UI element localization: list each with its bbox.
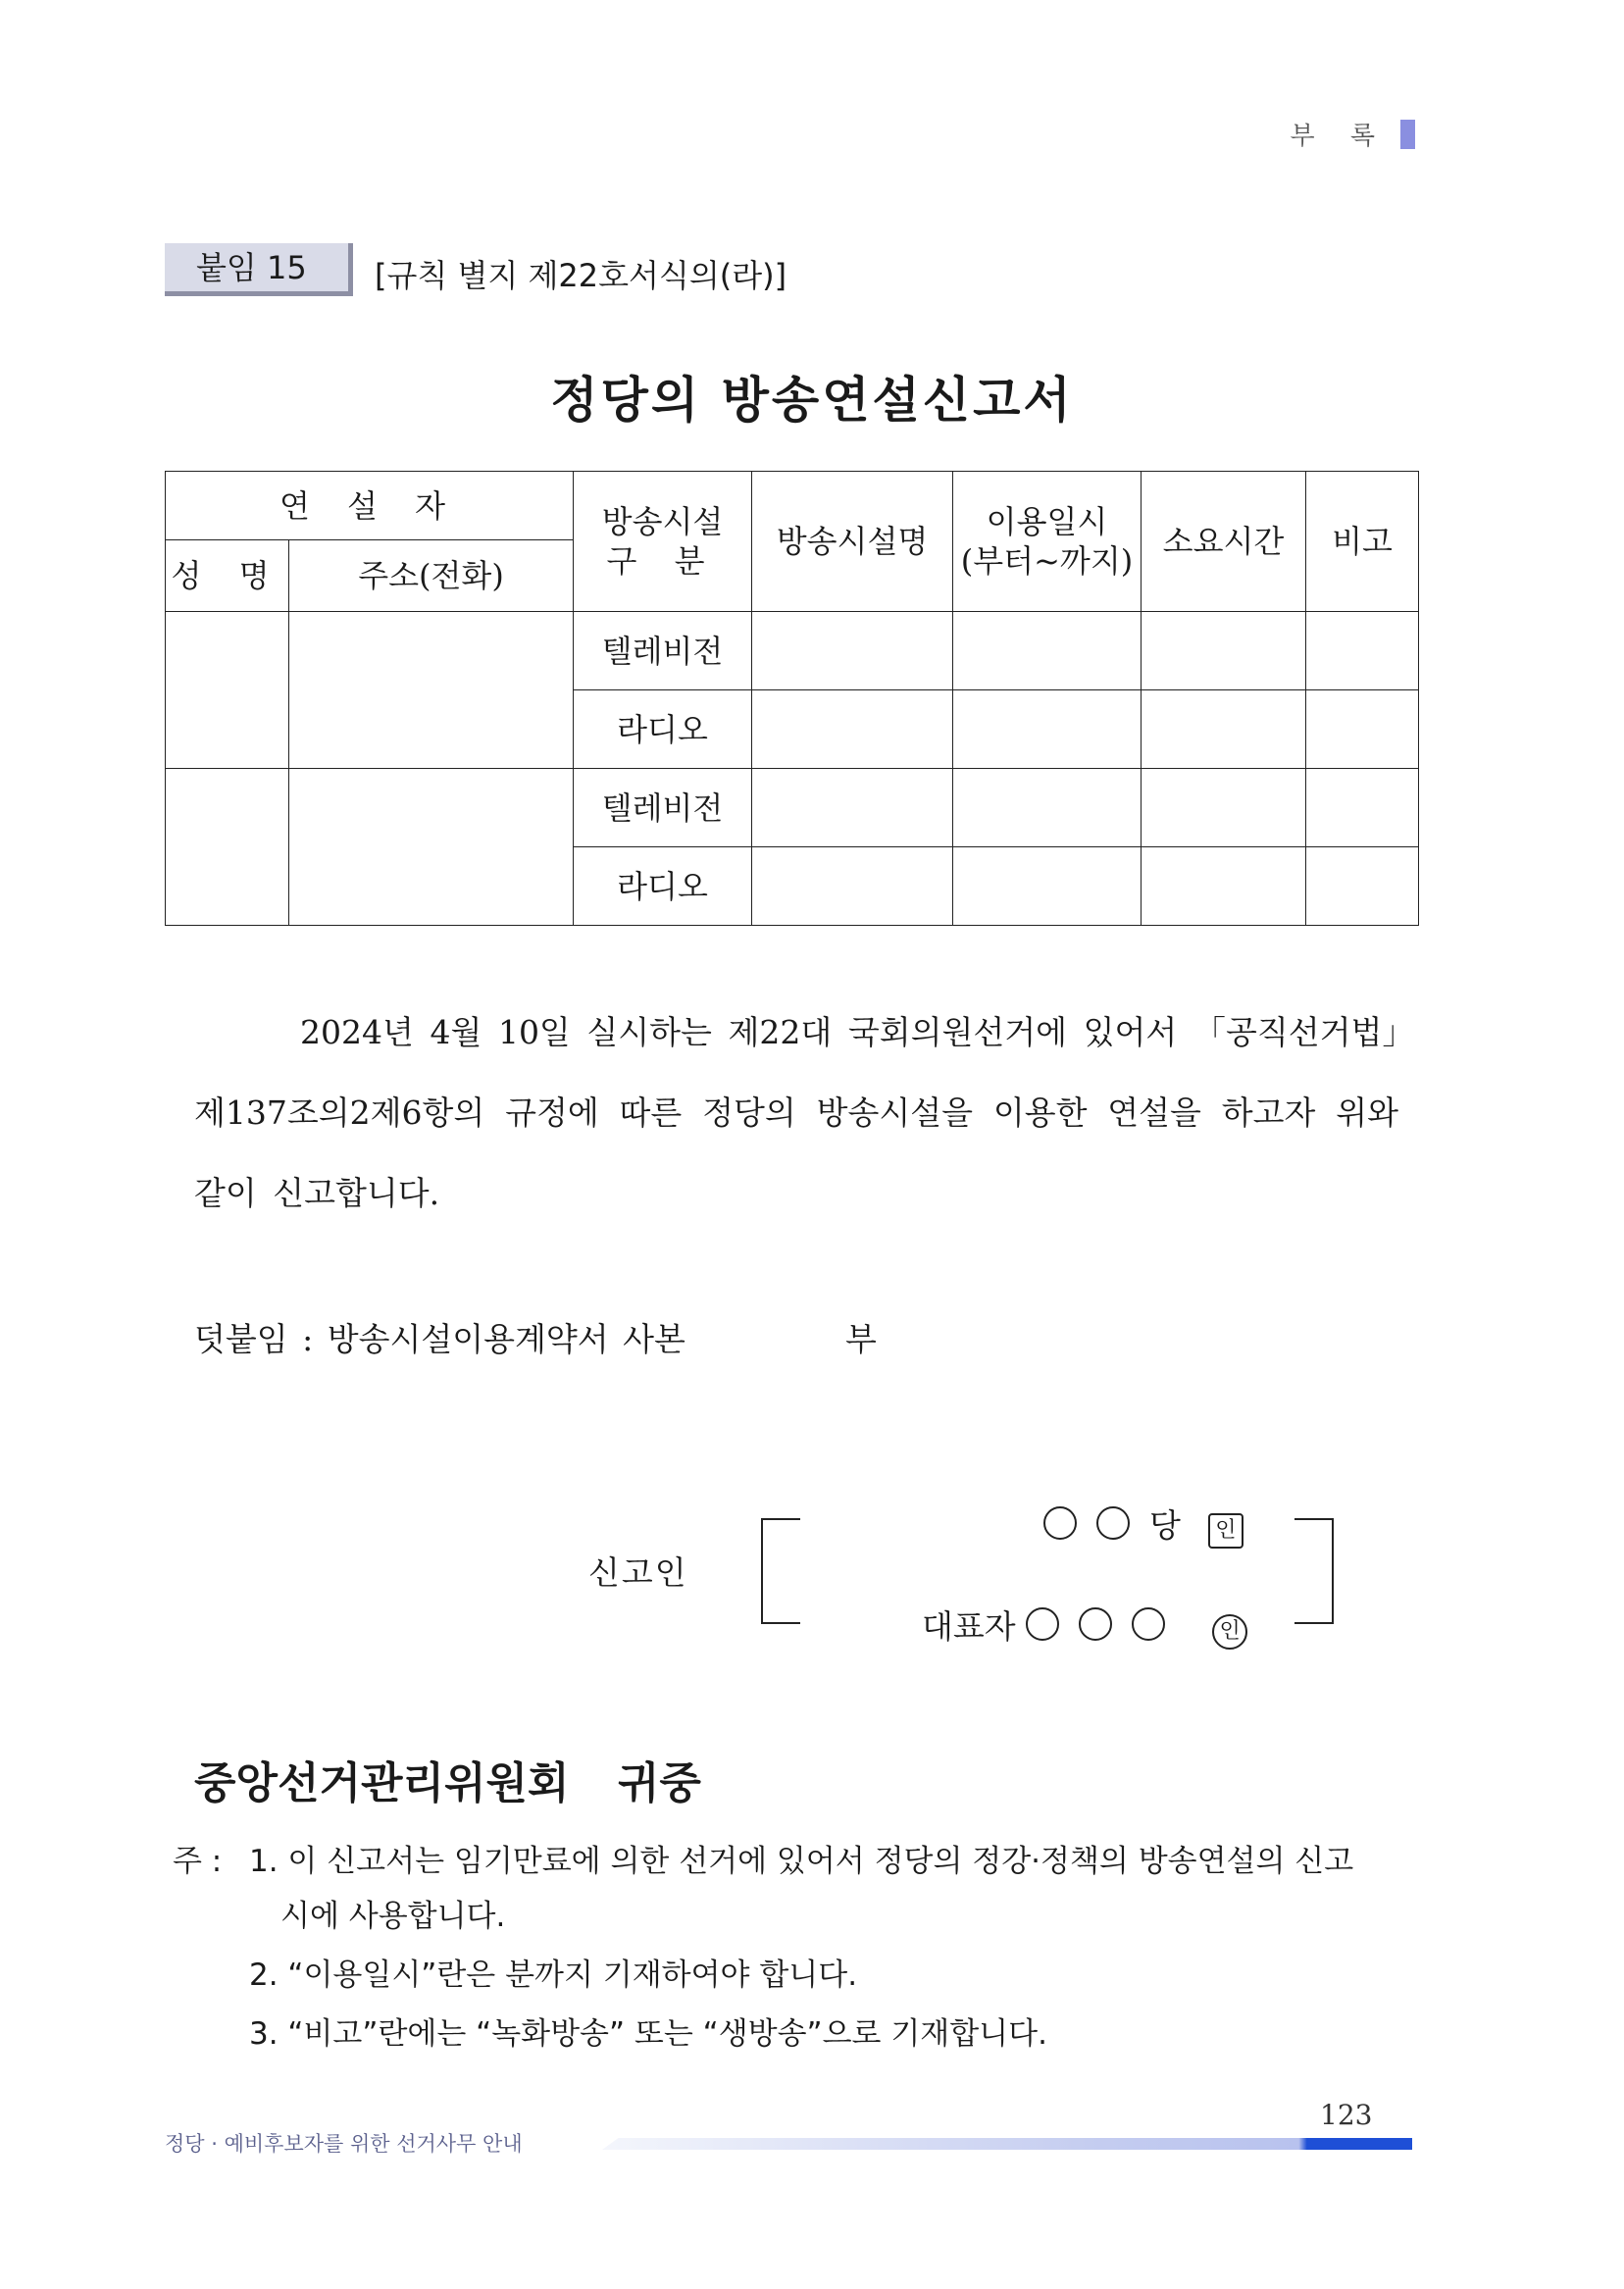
remarks-cell[interactable] bbox=[1306, 690, 1419, 769]
facility-type-cell: 텔레비전 bbox=[574, 769, 752, 847]
attachment-badge: 붙임 15 bbox=[165, 243, 353, 296]
seal-icon: 인 bbox=[1212, 1614, 1247, 1650]
document-title: 정당의 방송연설신고서 bbox=[550, 371, 1074, 429]
representative-line bbox=[922, 1602, 1247, 1650]
note-item-continuation: 시에 사용합니다. bbox=[280, 1899, 506, 1934]
usage-datetime-header-line2: (부터~까지) bbox=[960, 542, 1134, 580]
representative-label: 대표자 bbox=[922, 1607, 1016, 1646]
facility-name-cell[interactable] bbox=[752, 690, 953, 769]
note-item: 3. “비고”란에는 “녹화방송” 또는 “생방송”으로 기재합니다. bbox=[249, 2016, 1047, 2052]
blank-circle-icon bbox=[1132, 1607, 1165, 1641]
facility-type-header-line1: 방송시설 bbox=[601, 503, 724, 540]
facility-type-cell: 라디오 bbox=[574, 690, 752, 769]
remarks-cell[interactable] bbox=[1306, 769, 1419, 847]
seal-icon: 인 bbox=[1208, 1513, 1243, 1549]
duration-cell[interactable] bbox=[1142, 690, 1306, 769]
blank-circle-icon bbox=[1079, 1607, 1112, 1641]
party-suffix: 당 bbox=[1149, 1506, 1181, 1545]
table-row bbox=[166, 612, 1419, 690]
speaker-group-header: 연 설 자 bbox=[166, 472, 574, 540]
table-row bbox=[166, 769, 1419, 847]
usage-datetime-cell[interactable] bbox=[953, 847, 1142, 926]
facility-type-header bbox=[574, 472, 752, 612]
usage-datetime-cell[interactable] bbox=[953, 690, 1142, 769]
section-label: 부 록 bbox=[1290, 122, 1389, 151]
usage-datetime-header-line1: 이용일시 bbox=[986, 503, 1108, 540]
blank-circle-icon bbox=[1026, 1607, 1059, 1641]
reporter-label: 신고인 bbox=[588, 1553, 688, 1592]
duration-cell[interactable] bbox=[1142, 847, 1306, 926]
address-cell[interactable] bbox=[289, 612, 574, 769]
attachment-count-unit: 부 bbox=[845, 1320, 877, 1358]
remarks-cell[interactable] bbox=[1306, 847, 1419, 926]
usage-datetime-cell[interactable] bbox=[953, 769, 1142, 847]
bracket-right bbox=[1294, 1518, 1334, 1624]
address-cell[interactable] bbox=[289, 769, 574, 926]
duration-cell[interactable] bbox=[1142, 769, 1306, 847]
name-cell[interactable] bbox=[166, 612, 289, 769]
remarks-cell[interactable] bbox=[1306, 612, 1419, 690]
duration-cell[interactable] bbox=[1142, 612, 1306, 690]
usage-datetime-header bbox=[953, 472, 1142, 612]
name-header: 성 명 bbox=[166, 540, 289, 612]
footer-decorative-bar bbox=[602, 2138, 1412, 2150]
facility-type-cell: 텔레비전 bbox=[574, 612, 752, 690]
facility-type-cell: 라디오 bbox=[574, 847, 752, 926]
facility-name-header: 방송시설명 bbox=[752, 472, 953, 612]
section-marker bbox=[1400, 120, 1415, 149]
name-cell[interactable] bbox=[166, 769, 289, 926]
facility-type-header-line2: 구 분 bbox=[606, 542, 719, 580]
facility-name-cell[interactable] bbox=[752, 612, 953, 690]
notes-prefix: 주 : bbox=[173, 1844, 223, 1879]
facility-name-cell[interactable] bbox=[752, 769, 953, 847]
rule-reference: [규칙 별지 제22호서식의(라)] bbox=[375, 257, 787, 294]
blank-circle-icon bbox=[1096, 1506, 1130, 1540]
party-name-line bbox=[1043, 1501, 1243, 1549]
attachment-line: 덧붙임 : 방송시설이용계약서 사본 bbox=[194, 1320, 685, 1358]
broadcast-speech-table bbox=[165, 471, 1419, 926]
note-item: 2. “이용일시”란은 분까지 기재하여야 합니다. bbox=[249, 1958, 858, 1993]
blank-circle-icon bbox=[1043, 1506, 1077, 1540]
usage-datetime-cell[interactable] bbox=[953, 612, 1142, 690]
declaration-paragraph: 2024년 4월 10일 실시하는 제22대 국회의원선거에 있어서 「공직선거법」제137조의2제6항의 규정에 따른 정당의 방송시설을 이용한 연설을 하고자 위와 같이 신고합니다. bbox=[194, 1013, 1398, 1212]
note-item: 1. 이 신고서는 임기만료에 의한 선거에 있어서 정당의 정강·정책의 방송연설의 신고 bbox=[249, 1844, 1354, 1879]
bracket-left bbox=[761, 1518, 800, 1624]
duration-header: 소요시간 bbox=[1142, 472, 1306, 612]
page-number: 123 bbox=[1320, 2099, 1373, 2131]
facility-name-cell[interactable] bbox=[752, 847, 953, 926]
remarks-header: 비고 bbox=[1306, 472, 1419, 612]
recipient: 중앙선거관리위원회 귀중 bbox=[194, 1758, 701, 1808]
address-header: 주소(전화) bbox=[289, 540, 574, 612]
footer-text: 정당 · 예비후보자를 위한 선거사무 안내 bbox=[165, 2132, 523, 2156]
